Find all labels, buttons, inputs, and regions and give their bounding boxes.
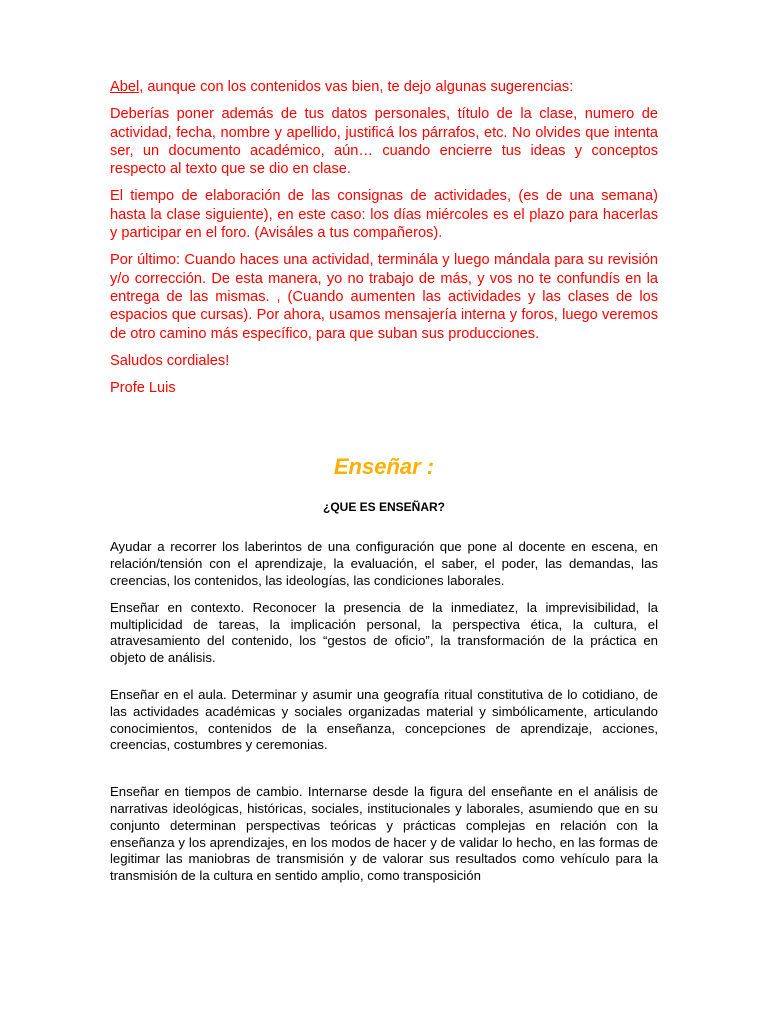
letter-paragraph: Deberías poner además de tus datos personales, título de la clase, numero de actividad, fecha, nombre y apellido, justificá los párrafos, etc. No olvides que intenta ser, un documento académico, aún… cuando encierre tus ideas y conceptos respecto al texto que se dio en clase. xyxy=(110,106,658,178)
teacher-feedback-letter xyxy=(110,78,658,397)
letter-addressee: Abel, xyxy=(110,79,144,95)
letter-paragraph: Por último: Cuando haces una actividad, terminála y luego mándala para su revisión y/o corrección. De esta manera, yo no trabajo de más, y vos no te confundís en la entrega de las mismas. , (Cuando aumenten las actividades y las clases de los espacios que cursas). Por ahora, usamos mensajería interna y foros, luego veremos de otro camino más específico, para que suban sus producciones. xyxy=(110,252,658,342)
body-paragraph: Enseñar en tiempos de cambio. Internarse desde la figura del enseñante en el análisis de narrativas ideológicas, históricas, sociales, institucionales y laborales, asumiendo que en su conjunto determinan perspectivas teóricas y prácticas complejas en relación con la enseñanza y los aprendizajes, en los modos de hacer y de validar lo hecho, en las formas de legitimar las maniobras de transmisión y de valorar sus resultados como vehículo para la transmisión de la cultura en sentido amplio, como transposición xyxy=(110,784,658,884)
letter-closing: Saludos cordiales! xyxy=(110,352,230,369)
section-subtitle: ¿QUE ES ENSEÑAR? xyxy=(322,500,445,515)
body-paragraph: Ayudar a recorrer los laberintos de una configuración que pone al docente en escena, en relación/tensión con el aprendizaje, la evaluación, el saber, el poder, las demandas, las creencias, los contenidos, las ideologías, las condiciones laborales. xyxy=(110,539,658,589)
section-body xyxy=(110,539,658,885)
letter-greeting xyxy=(110,78,658,96)
body-paragraph: Enseñar en el aula. Determinar y asumir una geografía ritual constitutiva de lo cotidiano, de las actividades académicas y sociales organizadas material y simbólicamente, articulando conocimientos, contenidos de la enseñanza, concepciones de aprendizaje, acciones, creencias, costumbres y ceremonias. xyxy=(110,687,658,753)
letter-greeting-text: aunque con los contenidos vas bien, te dejo algunas sugerencias: xyxy=(143,79,574,95)
letter-paragraph: El tiempo de elaboración de las consignas de actividades, (es de una semana) hasta la clase siguiente), en este caso: los días miércoles es el plazo para hacerlas y participar en el foro. (Avisáles a tus compañeros). xyxy=(110,188,658,242)
letter-signature: Profe Luis xyxy=(110,380,176,397)
body-paragraph: Enseñar en contexto. Reconocer la presencia de la inmediatez, la imprevisibilidad, la multiplicidad de tareas, la implicación personal, la perspectiva ética, la cultura, el atravesamiento del contenido, los “gestos de oficio”, la transformación de la práctica en objeto de análisis. xyxy=(110,599,658,666)
section-title: Enseñar : xyxy=(333,454,435,480)
document-page xyxy=(110,78,658,885)
